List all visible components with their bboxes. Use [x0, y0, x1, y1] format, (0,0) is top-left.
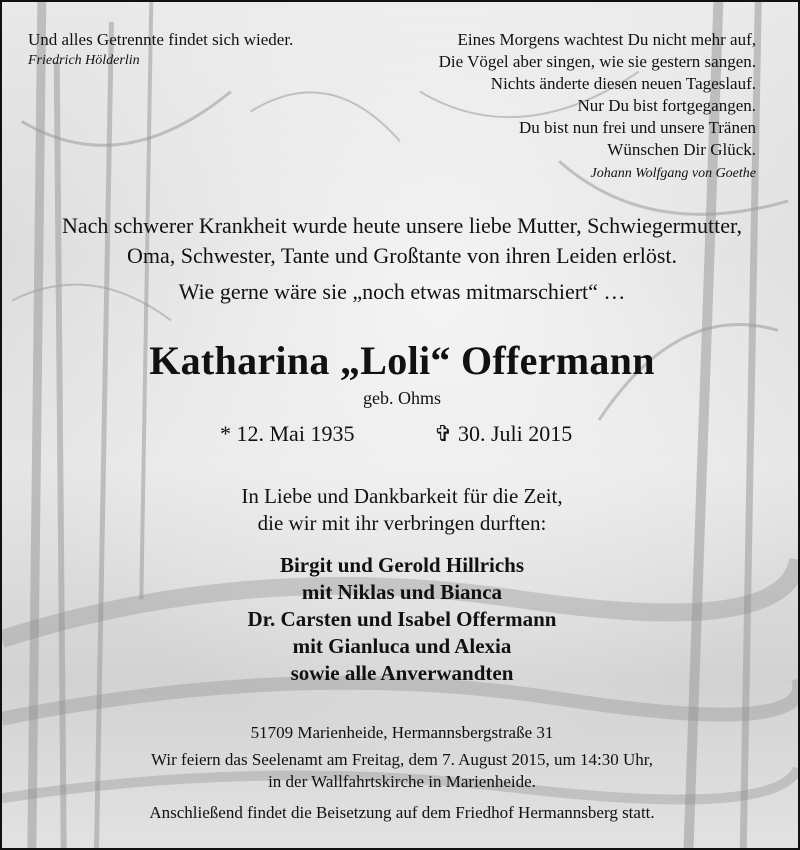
gratitude-line-1: In Liebe und Dankbarkeit für die Zeit,	[241, 484, 563, 508]
quote-left-text: Und alles Getrennte findet sich wieder.	[28, 30, 294, 49]
service-line-2: in der Wallfahrtskirche in Marienheide.	[268, 772, 536, 791]
quote-right-author: Johann Wolfgang von Goethe	[590, 166, 756, 181]
quote-right-line: Eines Morgens wachtest Du nicht mehr auf,	[457, 30, 756, 49]
mourner-line: mit Gianluca und Alexia	[292, 634, 512, 658]
service-info	[2, 749, 800, 793]
birth-date-group	[220, 421, 354, 447]
address: 51709 Marienheide, Hermannsbergstraße 31	[250, 723, 554, 742]
announcement-line-1: Nach schwerer Krankheit wurde heute unsere liebe Mutter, Schwiegermutter,	[62, 213, 742, 238]
mourner-line: Birgit und Gerold Hillrichs	[279, 553, 525, 577]
announcement-line-3: Wie gerne wäre sie „noch etwas mitmarschiert“ …	[178, 279, 626, 304]
quote-right-line: Wünschen Dir Glück.	[607, 140, 756, 159]
mourners-list	[2, 552, 800, 687]
quote-right-line: Nur Du bist fortgegangen.	[577, 96, 756, 115]
quote-right	[439, 29, 756, 182]
gratitude	[2, 483, 800, 537]
quote-right-line: Die Vögel aber singen, wie sie gestern sangen.	[438, 52, 756, 71]
deceased-name: Katharina „Loli“ Offermann	[149, 338, 655, 383]
birth-date: 12. Mai 1935	[236, 421, 355, 446]
mourner-line: sowie alle Anverwandten	[290, 661, 514, 685]
birth-symbol: *	[220, 421, 231, 446]
quote-left-author: Friedrich Hölderlin	[28, 53, 140, 68]
announcement-line-2: Oma, Schwester, Tante und Großtante von ihren Leiden erlöst.	[126, 243, 678, 268]
quote-right-line: Nichts änderte diesen neuen Tageslauf.	[490, 74, 756, 93]
death-date-group	[434, 421, 572, 447]
service-line-1: Wir feiern das Seelenamt am Freitag, dem 7. August 2015, um 14:30 Uhr,	[151, 750, 653, 769]
death-date: 30. Juli 2015	[457, 421, 573, 446]
burial-info: Anschließend findet die Beisetzung auf dem Friedhof Hermannsberg statt.	[149, 803, 655, 822]
mourner-line: Dr. Carsten und Isabel Offermann	[247, 607, 557, 631]
gratitude-line-2: die wir mit ihr verbringen durften:	[257, 511, 547, 535]
mourner-line: mit Niklas und Bianca	[301, 580, 503, 604]
quote-left	[28, 29, 293, 69]
quote-right-line: Du bist nun frei und unsere Tränen	[518, 118, 756, 137]
cross-icon: ✞	[434, 421, 453, 446]
notice-content	[2, 2, 798, 848]
birth-name: geb. Ohms	[363, 388, 441, 408]
